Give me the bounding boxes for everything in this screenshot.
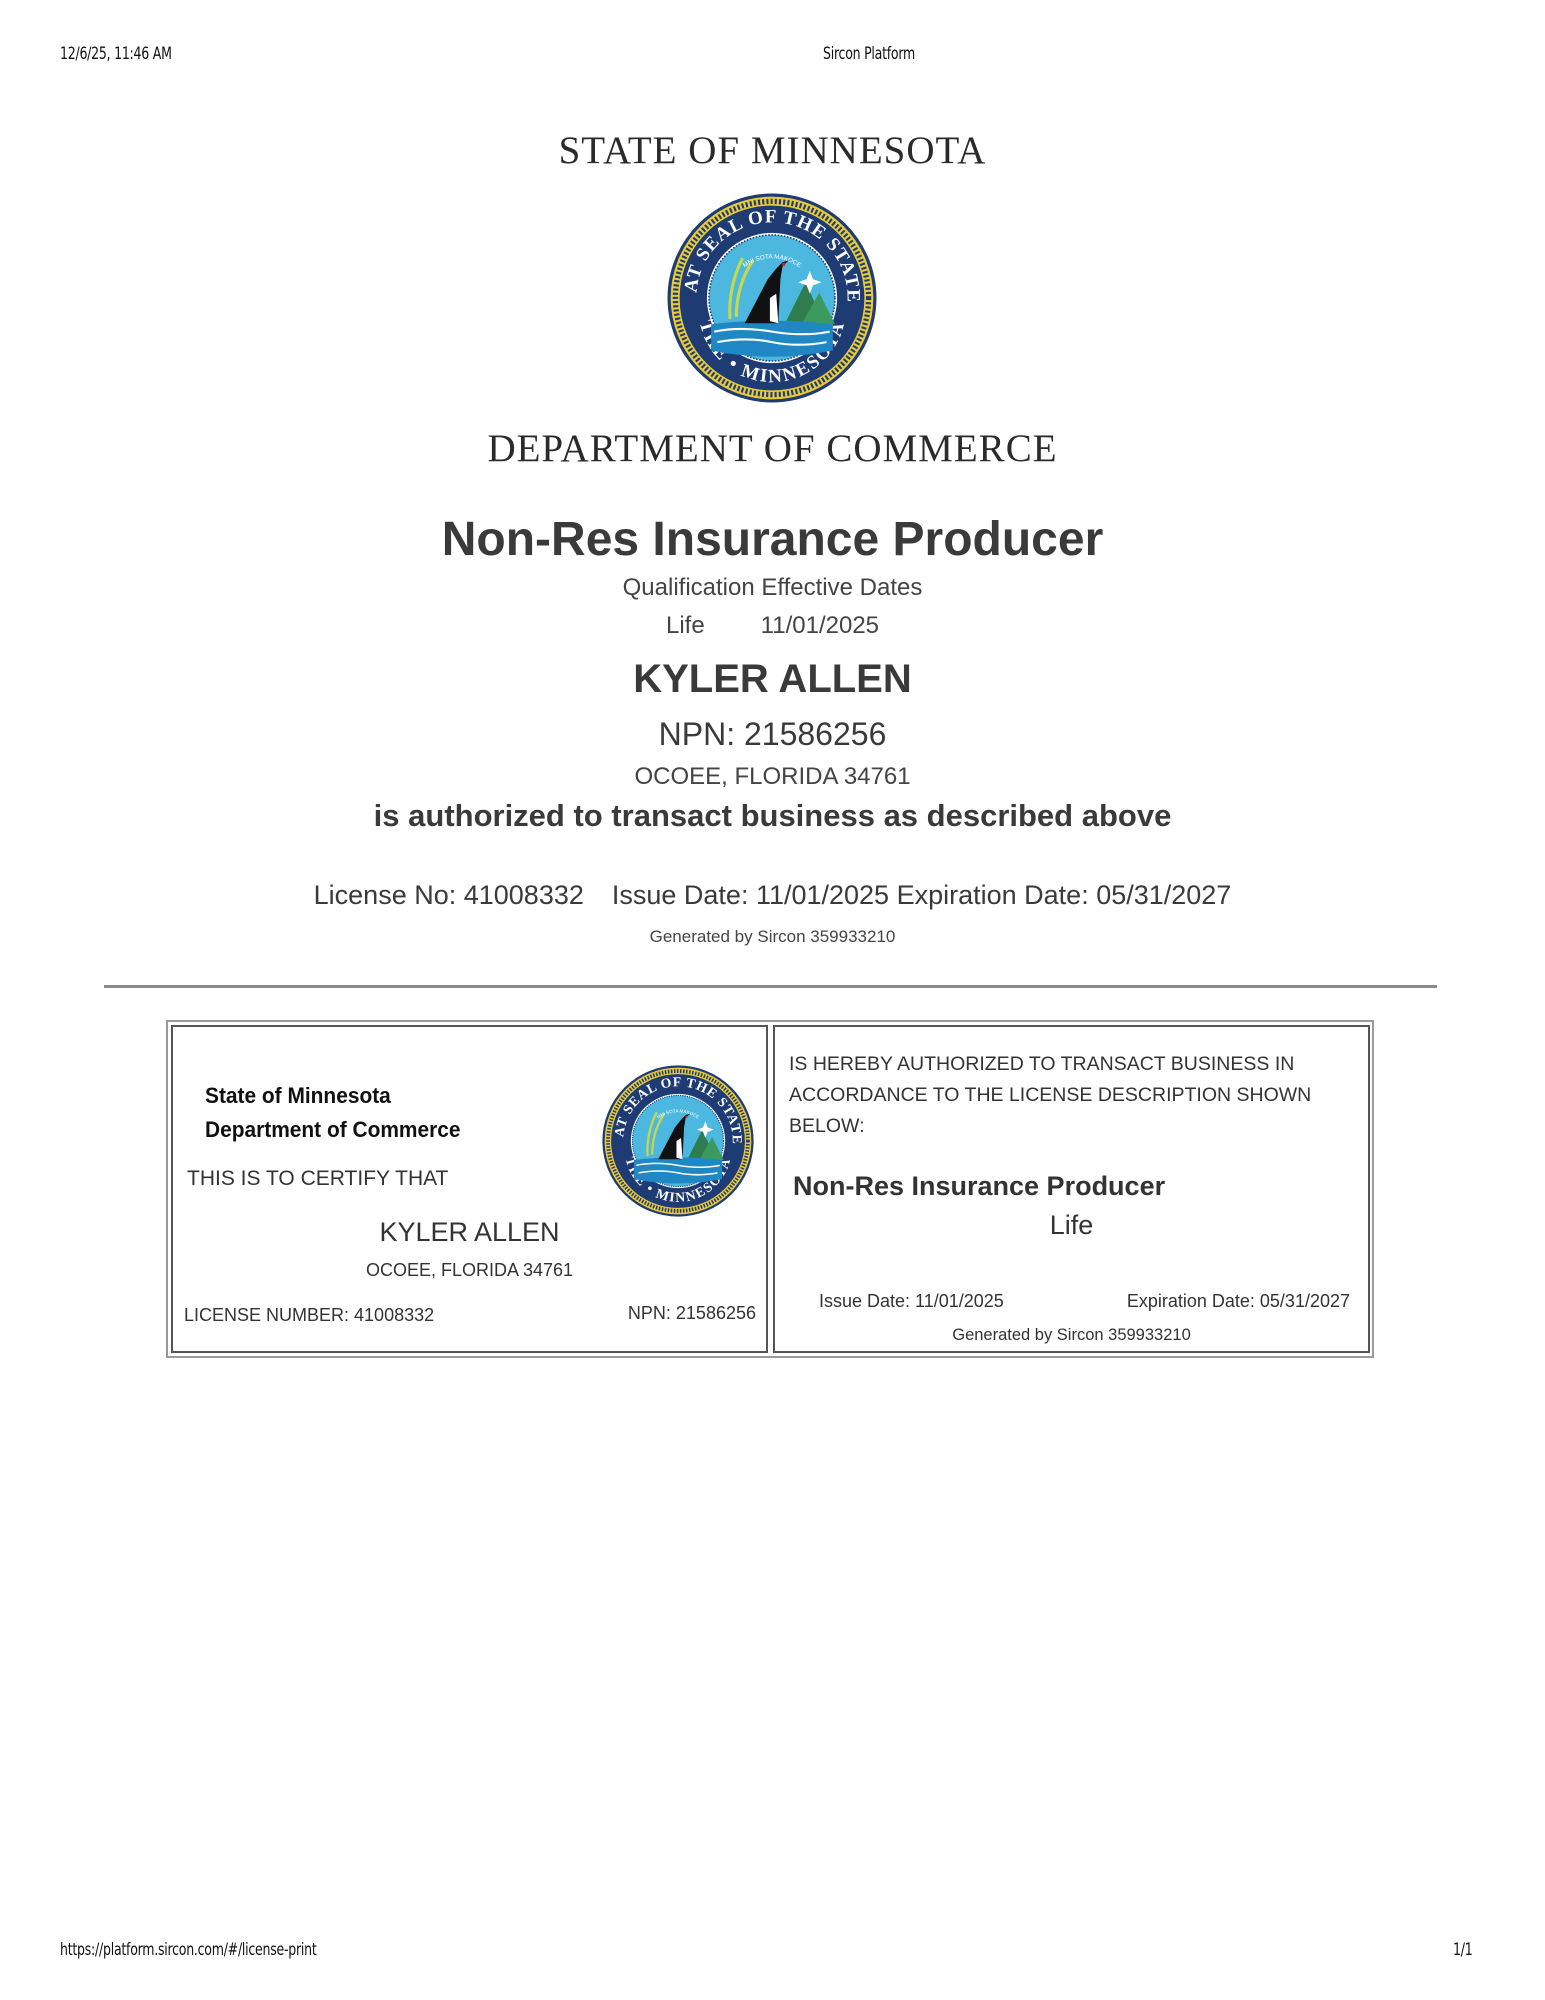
qualification-line: Life — [665, 612, 705, 639]
section-divider — [104, 985, 1437, 988]
authorization-statement: is authorized to transact business as described above — [373, 798, 1172, 833]
print-page-number: 1/1 — [1453, 1940, 1473, 1960]
card-authorization-line: ACCORDANCE TO THE LICENSE DESCRIPTION SHOWN — [789, 1084, 1312, 1106]
department-heading: DEPARTMENT OF COMMERCE — [487, 427, 1058, 470]
card-authorization-line: IS HEREBY AUTHORIZED TO TRANSACT BUSINESS IN — [789, 1053, 1295, 1075]
license-number: License No: 41008332 — [313, 880, 584, 910]
print-url: https://platform.sircon.com/#/license-print — [60, 1940, 317, 1960]
card-generated-by: Generated by Sircon 359933210 — [952, 1326, 1191, 1344]
wallet-card-back — [773, 1025, 1370, 1353]
card-licensee-location: OCOEE, FLORIDA 34761 — [365, 1260, 574, 1280]
licensee-name: KYLER ALLEN — [633, 657, 912, 701]
agency-line-department: Department of Commerce — [205, 1117, 461, 1142]
card-issue-date: Issue Date: 11/01/2025 — [819, 1291, 1004, 1311]
license-details-row — [0, 880, 1545, 911]
qualification-row — [0, 612, 1545, 640]
card-line-of-authority: Life — [1049, 1210, 1094, 1240]
card-npn: NPN: 21586256 — [627, 1303, 756, 1323]
print-page-title: Sircon Platform — [823, 44, 915, 64]
qualification-effective-date: 11/01/2025 — [760, 612, 880, 639]
minnesota-seal-icon — [602, 1065, 754, 1217]
certify-text: THIS IS TO CERTIFY THAT — [187, 1167, 449, 1190]
card-licensee-name — [173, 1217, 766, 1248]
licensee-location: OCOEE, FLORIDA 34761 — [634, 763, 911, 790]
expiration-date: Expiration Date: 05/31/2027 — [896, 880, 1232, 910]
minnesota-seal-icon — [667, 193, 877, 403]
print-datetime: 12/6/25, 11:46 AM — [60, 44, 172, 64]
state-heading: STATE OF MINNESOTA — [558, 129, 987, 172]
qualification-heading: Qualification Effective Dates — [622, 574, 923, 601]
card-license-type: Non-Res Insurance Producer — [793, 1171, 1166, 1201]
issue-date: Issue Date: 11/01/2025 — [611, 880, 890, 910]
license-type-title: Non-Res Insurance Producer — [441, 513, 1104, 566]
wallet-card-front — [171, 1025, 768, 1353]
card-license-number: LICENSE NUMBER: 41008332 — [184, 1305, 435, 1325]
generated-by: Generated by Sircon 359933210 — [649, 927, 896, 946]
npn: NPN: 21586256 — [658, 716, 887, 752]
card-authorization-text — [789, 1049, 1311, 1142]
agency-name — [205, 1079, 461, 1147]
card-licensee-name-text: KYLER ALLEN — [379, 1217, 560, 1247]
card-expiration-date: Expiration Date: 05/31/2027 — [1126, 1291, 1350, 1311]
card-authorization-line: BELOW: — [789, 1115, 865, 1137]
agency-line-state: State of Minnesota — [205, 1083, 391, 1108]
